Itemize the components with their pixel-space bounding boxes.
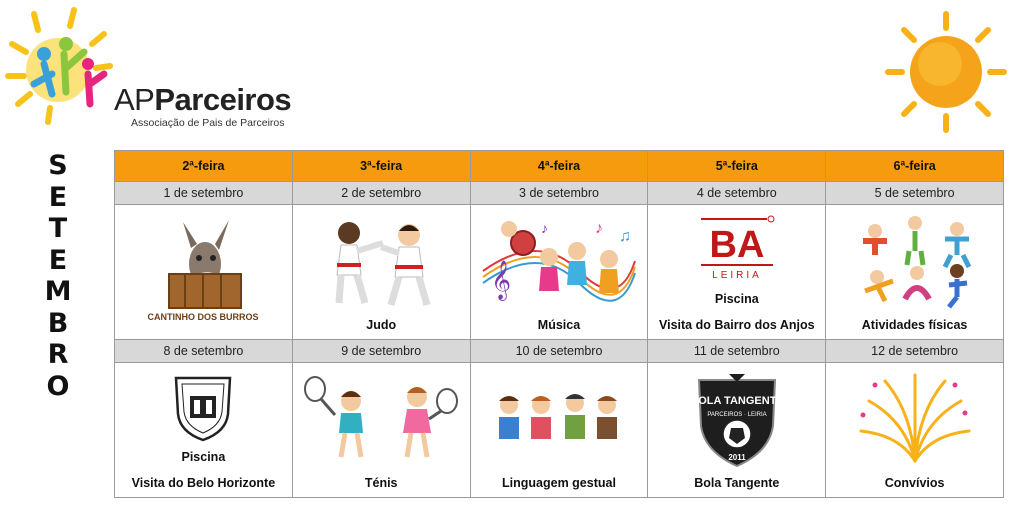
date-row — [115, 340, 1004, 363]
date-row — [115, 182, 1004, 205]
cantinho-logo-text: CANTINHO DOS BURROS — [147, 312, 259, 322]
ba-logo-text: BA — [709, 224, 765, 266]
date-cell: 1 de setembro — [115, 182, 293, 205]
bola-tangente-logo-year: 2011 — [728, 453, 746, 462]
exercise-kids-icon — [845, 211, 985, 311]
date-cell: 9 de setembro — [292, 340, 470, 363]
activity-cell — [826, 205, 1004, 340]
activity-label: Visita do Bairro dos Anjos — [658, 318, 815, 332]
sign-language-kids-icon — [489, 389, 629, 449]
judo-kids-icon — [311, 211, 451, 311]
fireworks-icon — [855, 371, 975, 467]
date-cell: 2 de setembro — [292, 182, 470, 205]
people-sun-icon — [4, 4, 124, 129]
donkey-in-box-icon — [143, 214, 263, 324]
activity-title: Piscina — [181, 450, 226, 464]
belo-horizonte-crest-icon — [168, 370, 238, 442]
weekday-header: 6ª-feira — [826, 151, 1004, 182]
tennis-kids-icon — [301, 371, 461, 467]
activity-label: Bola Tangente — [694, 476, 780, 490]
weekday-header: 5ª-feira — [648, 151, 826, 182]
schedule-table — [114, 150, 1004, 498]
ba-leiria-logo — [697, 213, 777, 283]
activity-cell — [648, 363, 826, 498]
bola-tangente-logo-subtext: PARCEIROS · LEIRIA — [707, 412, 767, 418]
date-cell: 5 de setembro — [826, 182, 1004, 205]
brand-name: APParceiros — [114, 82, 292, 117]
bola-tangente-logo-text: BOLA TANGENTE — [690, 395, 784, 407]
month-vertical-label: S E T E M B R O — [44, 150, 72, 402]
date-cell: 3 de setembro — [470, 182, 648, 205]
sun-icon — [884, 10, 1008, 134]
activity-label: Visita do Belo Horizonte — [131, 476, 276, 490]
activity-label: Judo — [366, 318, 397, 332]
activity-title: Piscina — [714, 292, 759, 306]
activity-cell — [292, 363, 470, 498]
activity-label: Ténis — [364, 476, 398, 490]
activity-label: Convívios — [884, 476, 945, 490]
date-cell: 8 de setembro — [115, 340, 293, 363]
activity-label: Linguagem gestual — [502, 476, 616, 490]
svg-text:♪: ♪ — [594, 220, 603, 237]
activity-cell — [115, 363, 293, 498]
activity-row — [115, 205, 1004, 340]
svg-text:♫: ♫ — [618, 228, 631, 245]
activity-cell — [826, 363, 1004, 498]
svg-text:♪: ♪ — [540, 220, 548, 236]
weekday-header: 2ª-feira — [115, 151, 293, 182]
date-cell: 10 de setembro — [470, 340, 648, 363]
activity-cell — [470, 205, 648, 340]
weekday-header-row — [115, 151, 1004, 182]
date-cell: 12 de setembro — [826, 340, 1004, 363]
ba-logo-subtext: LEIRIA — [711, 270, 762, 281]
brand-subtitle: Associação de Pais de Parceiros — [131, 117, 285, 129]
activity-cell — [292, 205, 470, 340]
activity-cell — [115, 205, 293, 340]
bola-tangente-crest — [689, 370, 785, 468]
date-cell: 4 de setembro — [648, 182, 826, 205]
activity-label: Atividades físicas — [861, 318, 968, 332]
weekday-header: 4ª-feira — [470, 151, 648, 182]
date-cell: 11 de setembro — [648, 340, 826, 363]
activity-label: Música — [537, 318, 581, 332]
app-logo — [4, 4, 304, 132]
activity-row — [115, 363, 1004, 498]
weekday-header: 3ª-feira — [292, 151, 470, 182]
music-kids-icon — [479, 211, 639, 311]
activity-cell — [648, 205, 826, 340]
svg-text:𝄞: 𝄞 — [490, 260, 512, 300]
activity-cell — [470, 363, 648, 498]
